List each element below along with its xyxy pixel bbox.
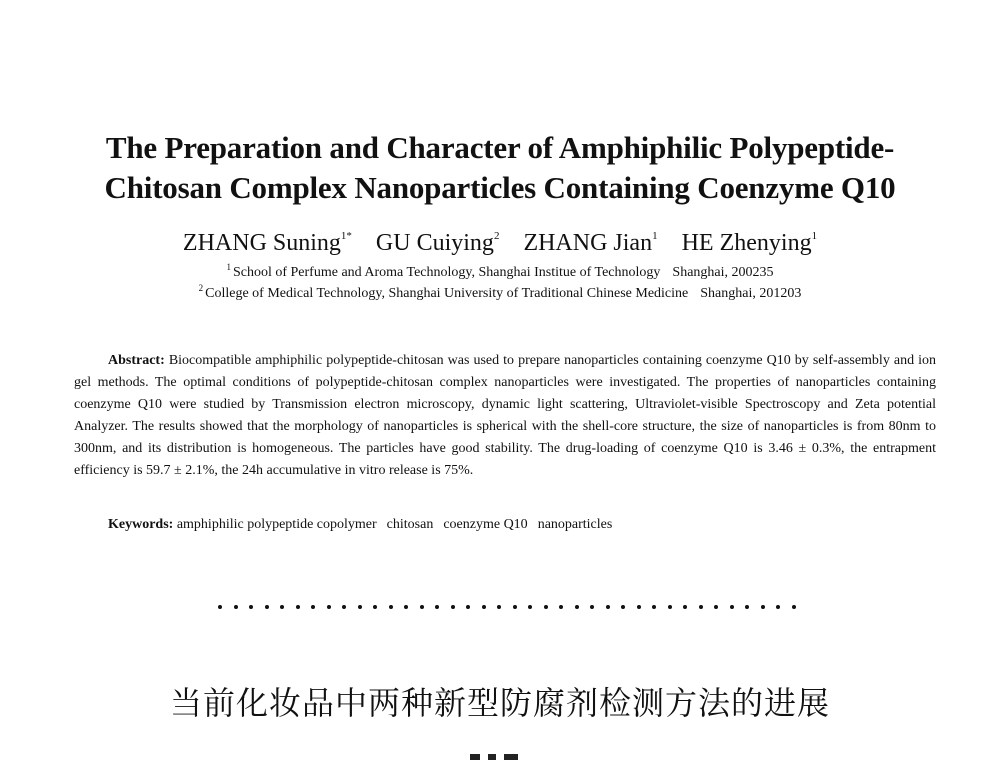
divider-dot bbox=[776, 605, 780, 609]
author: GU Cuiying$^2$ bbox=[375, 230, 500, 256]
divider-dot bbox=[575, 605, 579, 609]
divider-dot bbox=[652, 605, 656, 609]
divider-dot bbox=[249, 605, 253, 609]
divider-dot bbox=[265, 605, 269, 609]
divider-dot bbox=[404, 605, 408, 609]
divider-dot bbox=[637, 605, 641, 609]
divider-dot bbox=[528, 605, 532, 609]
text-fragment-mark bbox=[488, 754, 496, 760]
divider-dot bbox=[761, 605, 765, 609]
divider-dot bbox=[327, 605, 331, 609]
keywords-label: Keywords: bbox=[108, 517, 174, 532]
author-affiliation-mark: 1 bbox=[811, 230, 818, 242]
divider-dot bbox=[420, 605, 424, 609]
divider-dot bbox=[683, 605, 687, 609]
divider-dot bbox=[621, 605, 625, 609]
paper-title-line-1: The Preparation and Character of Amphiphilic Polypeptide- bbox=[105, 130, 895, 165]
text-fragment-mark bbox=[470, 754, 480, 760]
divider-dot bbox=[668, 605, 672, 609]
divider-dot bbox=[311, 605, 315, 609]
divider-dot bbox=[730, 605, 734, 609]
abstract bbox=[74, 350, 936, 482]
divider-dot bbox=[544, 605, 548, 609]
next-article-title: 当前化妆品中两种新型防腐剂检测方法的进展 bbox=[169, 684, 830, 722]
author: HE Zhenying$^1$ bbox=[681, 230, 818, 256]
divider-dot bbox=[296, 605, 300, 609]
divider-dot bbox=[590, 605, 594, 609]
affiliation-list bbox=[60, 262, 940, 304]
divider-dot bbox=[342, 605, 346, 609]
author-affiliation-mark: 1* bbox=[340, 230, 352, 242]
author-affiliation-mark: 2 bbox=[493, 230, 500, 242]
affiliation: $^2$ College of Medical Technology, Shanghai University of Traditional Chinese Medicine Shanghai, 201203 bbox=[198, 283, 802, 301]
divider-dot bbox=[792, 605, 796, 609]
divider-dot bbox=[714, 605, 718, 609]
author-affiliation-mark: 1 bbox=[652, 230, 658, 242]
keyword: amphiphilic polypeptide copolymer bbox=[176, 517, 377, 532]
divider-dot bbox=[280, 605, 284, 609]
author: ZHANG Suning$^{1*}$ bbox=[182, 230, 352, 256]
paper-title-line-2: Chitosan Complex Nanoparticles Containing Coenzyme Q10 bbox=[104, 170, 896, 205]
dotted-divider bbox=[218, 601, 796, 613]
divider-dot bbox=[373, 605, 377, 609]
abstract-text: Biocompatible amphiphilic polypeptide-chitosan was used to prepare nanoparticles containing coenzyme Q10 by self-assembly and ion gel methods. The optimal conditions of polypeptide-chitosan complex nanoparticles were investigated. The properties of nanoparticles containing coenzyme Q10 were studied by Transmission electron microscopy, dynamic light scattering, Ultraviolet-visible Spectroscopy and Zeta potential Analyzer. The results showed that the morphology of nanoparticles is spherical with the shell-core structure, the size of nanoparticles is from 80nm to 300nm, and its distribution is homogeneous. The particles have good stability. The drug-loading of coenzyme Q10 is 3.46 ± 0.3%, the entrapment efficiency is 59.7 ± 2.1%, the 24h accumulative in vitro release is 75%. bbox=[74, 353, 937, 478]
divider-dot bbox=[218, 605, 222, 609]
author-list bbox=[60, 228, 940, 258]
divider-dot bbox=[699, 605, 703, 609]
divider-dot bbox=[466, 605, 470, 609]
keywords bbox=[108, 514, 622, 536]
affiliation: $^1$ School of Perfume and Aroma Technology, Shanghai Institue of Technology Shanghai, 200235 bbox=[226, 262, 774, 280]
divider-dot bbox=[451, 605, 455, 609]
divider-dot bbox=[482, 605, 486, 609]
keyword: nanoparticles bbox=[537, 517, 613, 532]
divider-dot bbox=[358, 605, 362, 609]
divider-dot bbox=[606, 605, 610, 609]
abstract-label: Abstract: bbox=[108, 353, 165, 368]
divider-dot bbox=[745, 605, 749, 609]
divider-dot bbox=[435, 605, 439, 609]
text-fragment-mark bbox=[504, 754, 518, 760]
divider-dot bbox=[559, 605, 563, 609]
author: ZHANG Jian$^1$ bbox=[523, 230, 658, 256]
divider-dot bbox=[513, 605, 517, 609]
divider-dot bbox=[497, 605, 501, 609]
paper-title bbox=[60, 128, 940, 208]
keyword: coenzyme Q10 bbox=[443, 517, 528, 532]
divider-dot bbox=[234, 605, 238, 609]
cut-off-text-fragment bbox=[466, 754, 526, 760]
divider-dot bbox=[389, 605, 393, 609]
keyword: chitosan bbox=[386, 517, 434, 532]
